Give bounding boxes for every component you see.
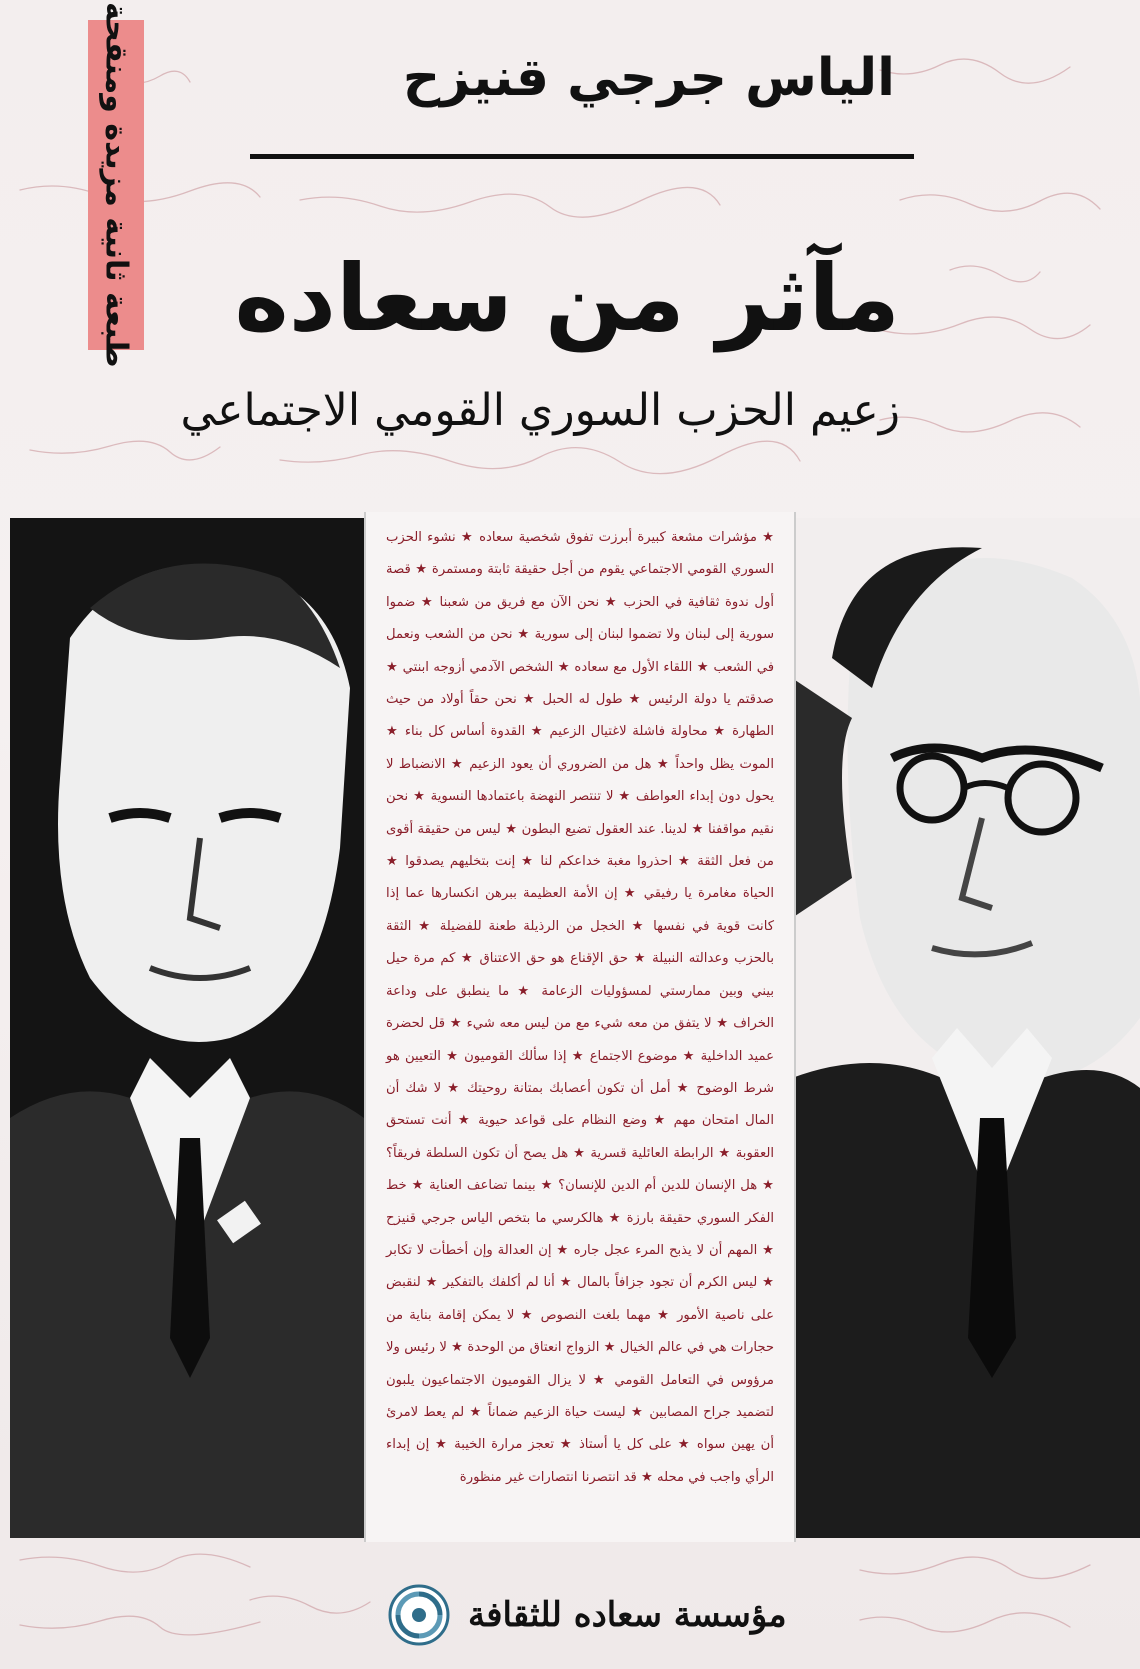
excerpt-text: ★ مؤشرات مشعة كبيرة أبرزت تفوق شخصية سعاده ★ نشوء الحزب السوري القومي الاجتماعي يقوم من أجل حقيقة ثابتة ومستمرة ★ قصة أول ندوة ثقافية في الحزب ★ نحن الآن مع فريق من شعبنا ★ ضموا سورية إلى لبنان ولا تضموا لبنان إلى سورية ★ نحن من الشعب ونعمل في الشعب ★ اللقاء الأول مع سعاده ★ الشخص الآدمي أزوجه ابنتي ★ صدقتم يا دولة الرئيس ★ طول له الحبل ★ نحن حقاً أولاد من حيث الطهارة ★ محاولة فاشلة لاغتيال الزعيم ★ القدوة أساس كل بناء ★ الموت يظل واحداً ★ هل من الضروري أن يعود الزعيم ★ الانضباط لا يحول دون إبداء العواطف ★ لا تنتصر النهضة باعتمادها النسوية ★ نحن نقيم مواقفنا ★ لدينا. عند العقول تضيع البطون ★ ليس من حقيقة أقوى من فعل الثقة ★ احذروا مغبة خداعكم لنا ★ إنت بتخليهم يصدقوا ★ الحياة مغامرة يا رفيقي ★ إن الأمة العظيمة ببرهن انكسارها عما إذا كانت قوية في نفسها ★ الخجل من الرذيلة طعنة للفضيلة ★ الثقة بالحزب وعدالته النبيلة ★ حق الإقناع هو حق الاعتناق ★ كم مرة حيل بيني وبين ممارستي لمسؤوليات الزعامة ★ ما ينطبق على وداعة الخراف ★ لا يتفق من معه شيء مع من ليس معه شيء ★ قل لحضرة عميد الداخلية ★ موضوع الاجتماع ★ إذا سألك القوميون ★ التعيين هو شرط الوضوح ★ أمل أن تكون أعصابك بمتانة روحيتك ★ لا شك أن المال امتحان مهم ★ وضع النظام على قواعد حيوية ★ أنت تستحق العقوبة ★ الرابطة العائلية قسرية ★ هل يصح أن تكون السلطة فريقاً؟ ★ هل الإنسان للدين أم الدين للإنسان؟ ★ بينما تضاعف العناية ★ خط الفكر السوري حقيقة بارزة ★ هالكرسي ما بتخص الياس جرجي قنيزح ★ المهم أن لا يذبح المرء عجل جاره ★ إن العدالة وإن أخطأت لا تكابر ★ ليس الكرم أن تجود جزافاً بالمال ★ أنا لم أكلفك بالتفكير ★ لنقبض على ناصية الأمور ★ مهما بلغت النصوص ★ لا يمكن إقامة بناية من حجارات هي في عالم الخيال ★ الزواج انعتاق من الوحدة ★ لا رئيس ولا مرؤوس في التعامل القومي ★ لا يزال القوميون الاجتماعيون يلبون لتضميد جراح المصابين ★ ليست حياة الزعيم ضماناً ★ لم يعط لامرئ أن يهين سواه ★ على كل يا أستاذ ★ تعجز مرارة الخيبة ★ إن إبداء الرأي واجب في محله ★ قد انتصرنا انتصارات غير منظورة xyxy=(386,530,774,1485)
edition-band xyxy=(88,2,144,368)
publisher-name: مؤسسة سعاده للثقافة xyxy=(468,1595,787,1635)
book-subtitle: زعيم الحزب السوري القومي الاجتماعي xyxy=(180,385,900,436)
edition-label: طبعة ثانية مزيدة ومنقحة xyxy=(98,2,134,368)
portrait-right-image xyxy=(792,518,1140,1538)
portrait-right xyxy=(792,518,1140,1538)
portrait-left-image xyxy=(10,518,364,1538)
portrait-left xyxy=(10,518,364,1538)
title-divider xyxy=(250,154,914,159)
author-name: الياس جرجي قنيزح xyxy=(402,48,895,108)
excerpt-column xyxy=(364,512,796,1542)
spiral-logo-icon xyxy=(388,1584,450,1646)
book-title: مآثر من سعاده xyxy=(234,245,900,352)
publisher-block xyxy=(388,1580,818,1650)
